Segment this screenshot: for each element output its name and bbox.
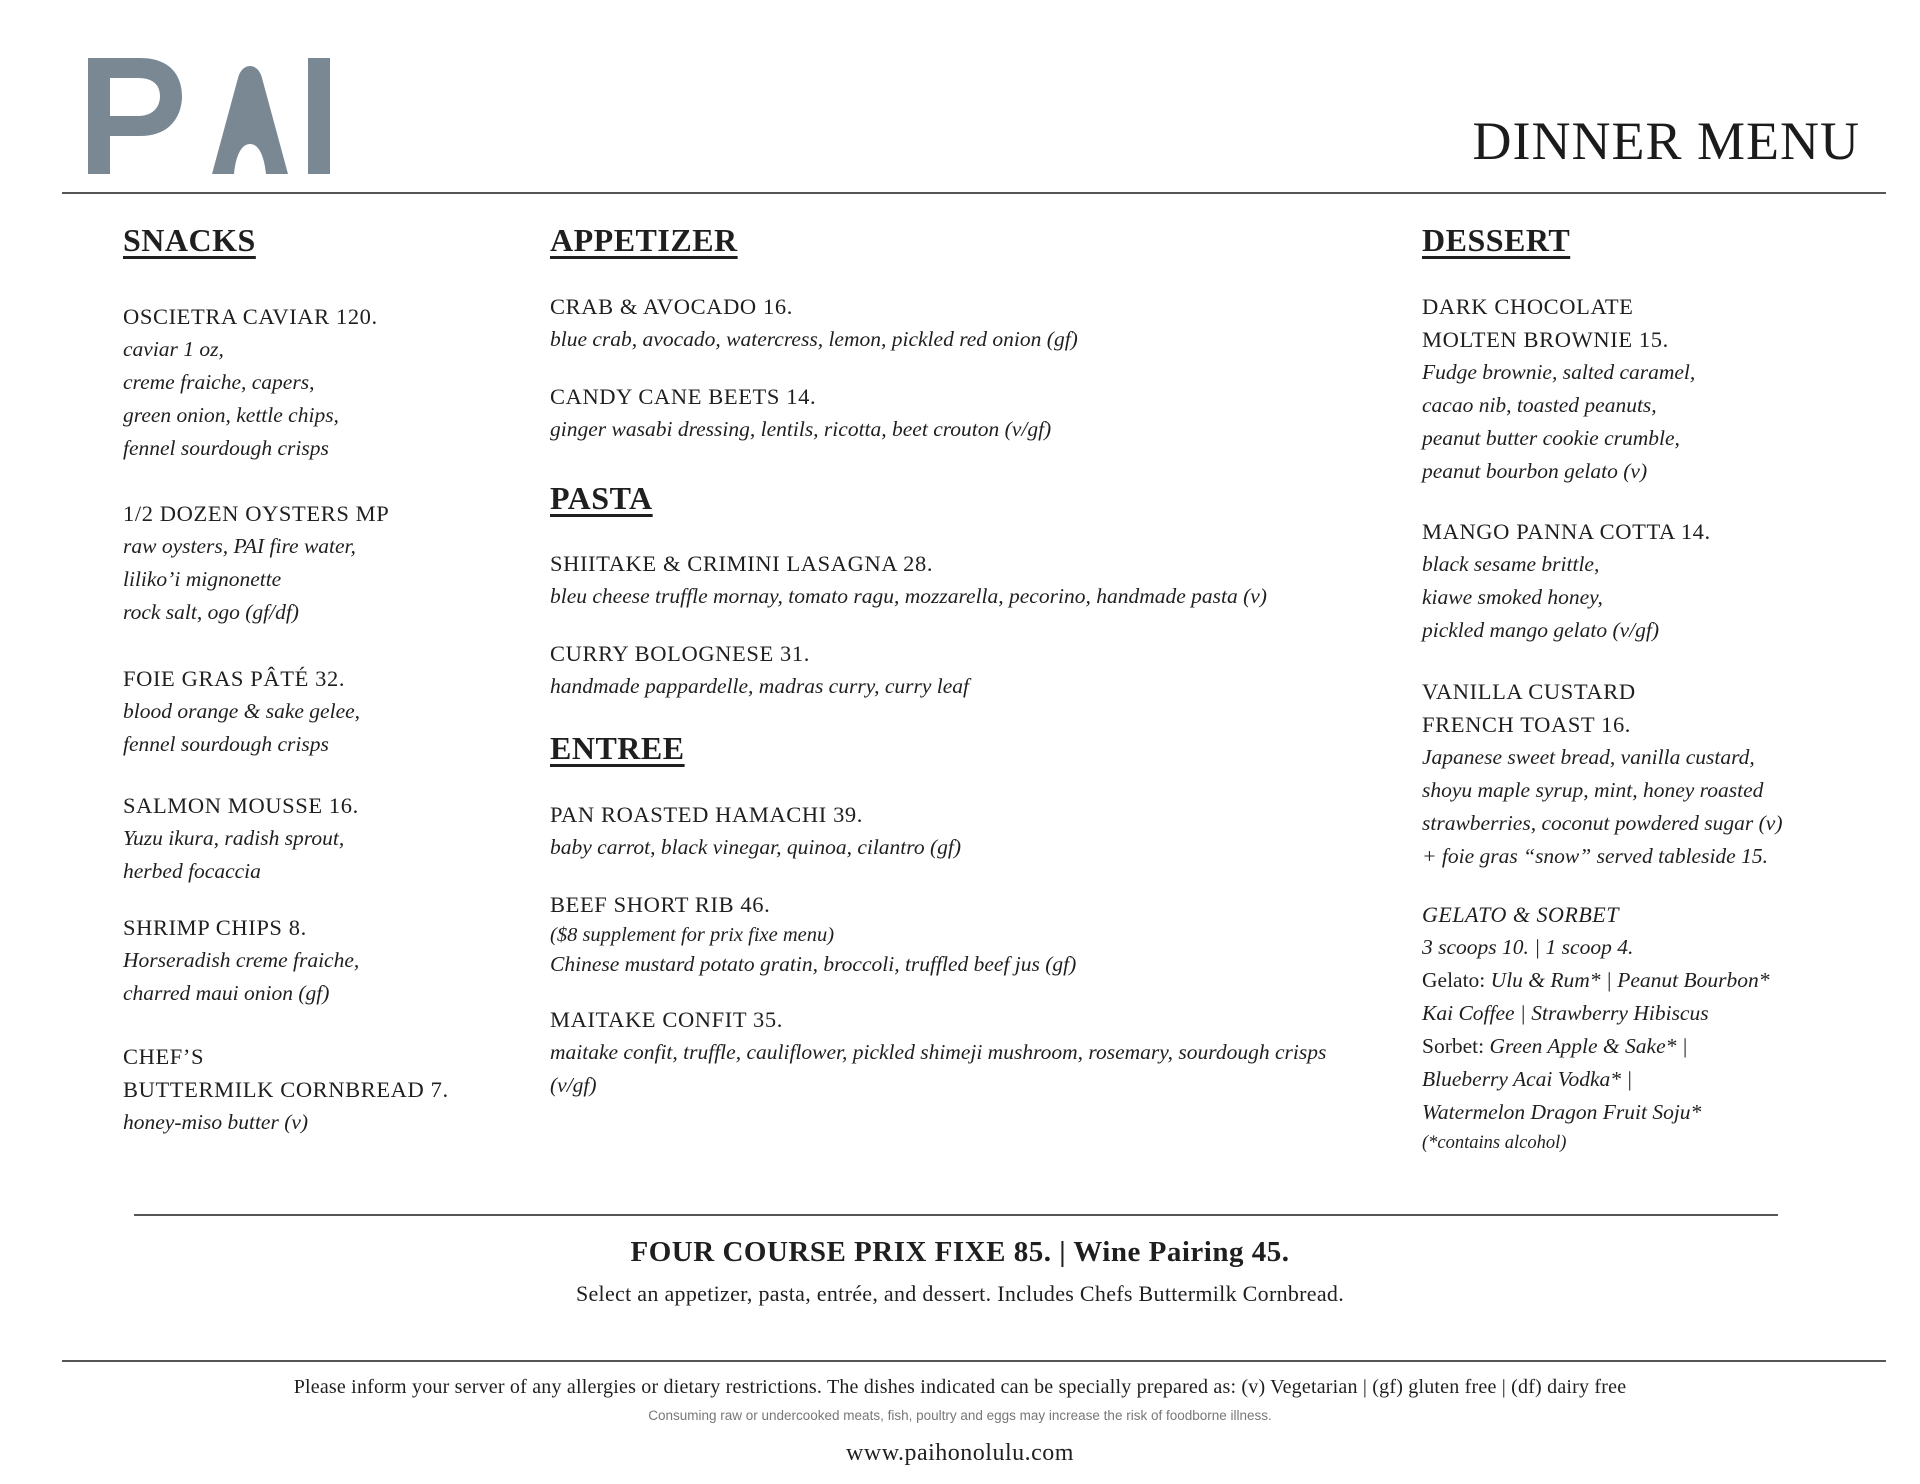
website-link[interactable]: www.paihonolulu.com [846, 1440, 1074, 1466]
item-note: ($8 supplement for prix fixe menu) [550, 924, 835, 946]
desc-line: kiawe smoked honey, [1422, 585, 1603, 609]
alcohol-note: (*contains alcohol) [1422, 1133, 1567, 1153]
sorbet-flavors [1422, 1030, 1862, 1063]
desc-line: herbed focaccia [123, 859, 261, 883]
item-description [123, 1106, 523, 1139]
desc-line: Horseradish creme fraiche, [123, 948, 360, 972]
item-name: BEEF SHORT RIB 46. [550, 892, 771, 917]
menu-item [123, 1040, 523, 1139]
desc-line: fennel sourdough crisps [123, 436, 329, 460]
item-name: SHIITAKE & CRIMINI LASAGNA 28. [550, 551, 934, 576]
dessert-heading: DESSERT [1422, 222, 1571, 258]
item-description [1422, 356, 1862, 488]
prix-fixe-subline: Select an appetizer, pasta, entrée, and dessert. Includes Chefs Buttermilk Cornbread. [575, 1281, 1345, 1306]
menu-item [123, 300, 523, 465]
item-description: ginger wasabi dressing, lentils, ricotta, beet crouton (v/gf) [550, 417, 1052, 441]
item-description: handmade pappardelle, madras curry, curry leaf [550, 674, 969, 698]
item-description [1422, 741, 1862, 873]
pai-logo [88, 58, 338, 174]
desc-line: (v/gf) [550, 1073, 597, 1097]
menu-item [550, 637, 1370, 703]
entree-heading: ENTREE [550, 730, 685, 766]
desc-line: raw oysters, PAI fire water, [123, 534, 356, 558]
menu-item [123, 662, 523, 761]
desc-line: shoyu maple syrup, mint, honey roasted [1422, 778, 1764, 802]
item-name: BUTTERMILK CORNBREAD 7. [123, 1077, 449, 1102]
gelato-flavors [1422, 964, 1862, 997]
item-name: PAN ROASTED HAMACHI 39. [550, 802, 864, 827]
item-description [123, 530, 523, 629]
prix-fixe-headline: FOUR COURSE PRIX FIXE 85. | Wine Pairing 45. [630, 1236, 1290, 1268]
logo-letter-p [88, 58, 182, 174]
desc-line: cacao nib, toasted peanuts, [1422, 393, 1657, 417]
item-description: Chinese mustard potato gratin, broccoli, truffled beef jus (gf) [550, 952, 1077, 976]
sorbet-flavor-line: Watermelon Dragon Fruit Soju* [1422, 1100, 1702, 1124]
snacks-heading: SNACKS [123, 222, 256, 258]
logo-letter-i [308, 58, 330, 174]
gelato-title: GELATO & SORBET [1422, 902, 1619, 927]
menu-item [550, 798, 1370, 864]
menu-item [123, 497, 523, 629]
page-title: DINNER MENU [1472, 111, 1860, 171]
pasta-heading: PASTA [550, 480, 653, 516]
menu-item [550, 888, 1370, 979]
sorbet-flavor-line: Blueberry Acai Vodka* | [1422, 1067, 1633, 1091]
item-name: MAITAKE CONFIT 35. [550, 1007, 783, 1032]
sorbet-flavors [1422, 1063, 1862, 1096]
item-name: CRAB & AVOCADO 16. [550, 294, 793, 319]
desc-line: maitake confit, truffle, cauliflower, pickled shimeji mushroom, rosemary, sourdough crisps [550, 1040, 1327, 1064]
desc-line: pickled mango gelato (v/gf) [1422, 618, 1660, 642]
menu-item [550, 290, 1370, 356]
gelato-sorbet-block [1422, 898, 1862, 1157]
item-description: baby carrot, black vinegar, quinoa, cilantro (gf) [550, 835, 962, 859]
item-description [1422, 548, 1862, 647]
appetizer-heading: APPETIZER [550, 222, 738, 258]
desc-line: liliko’i mignonette [123, 567, 282, 591]
sorbet-flavor-line: Green Apple & Sake* | [1489, 1034, 1688, 1058]
desc-line: charred maui onion (gf) [123, 981, 330, 1005]
item-name: DARK CHOCOLATE [1422, 294, 1634, 319]
item-name: CANDY CANE BEETS 14. [550, 384, 817, 409]
item-description [123, 822, 523, 888]
desc-line: peanut bourbon gelato (v) [1422, 459, 1648, 483]
gelato-flavor-line: Ulu & Rum* | Peanut Bourbon* [1490, 968, 1770, 992]
item-name: CURRY BOLOGNESE 31. [550, 641, 810, 666]
desc-line: strawberries, coconut powdered sugar (v) [1422, 811, 1783, 835]
desc-line: Japanese sweet bread, vanilla custard, [1422, 745, 1755, 769]
item-name: MANGO PANNA COTTA 14. [1422, 519, 1711, 544]
item-name: SHRIMP CHIPS 8. [123, 915, 307, 940]
desc-line: black sesame brittle, [1422, 552, 1600, 576]
logo-letter-a [212, 66, 288, 174]
item-description [123, 333, 523, 465]
prix-fixe-divider [134, 1214, 1778, 1216]
menu-item [1422, 290, 1862, 488]
item-name: VANILLA CUSTARD [1422, 679, 1636, 704]
desc-line: honey-miso butter (v) [123, 1110, 309, 1134]
sorbet-label: Sorbet: [1422, 1034, 1490, 1058]
item-name: FOIE GRAS PÂTÉ 32. [123, 666, 346, 691]
menu-item [1422, 675, 1862, 873]
item-description [123, 695, 523, 761]
desc-line: fennel sourdough crisps [123, 732, 329, 756]
desc-line: green onion, kettle chips, [123, 403, 339, 427]
item-description [123, 944, 523, 1010]
menu-item [550, 547, 1370, 613]
desc-line: peanut butter cookie crumble, [1422, 426, 1680, 450]
item-name: CHEF’S [123, 1044, 205, 1069]
item-description [550, 1036, 1370, 1102]
desc-line: Fudge brownie, salted caramel, [1422, 360, 1696, 384]
allergy-notice: Please inform your server of any allergies or dietary restrictions. The dishes indicated can be specially prepared as: (v) Vegetarian | (gf) gluten free | (df) dairy free [293, 1376, 1627, 1398]
item-name: 1/2 DOZEN OYSTERS MP [123, 501, 390, 526]
menu-item [123, 789, 523, 888]
food-safety-warning: Consuming raw or undercooked meats, fish, poultry and eggs may increase the risk of foodborne illness. [648, 1408, 1272, 1423]
gelato-flavors [1422, 997, 1862, 1030]
item-name: OSCIETRA CAVIAR 120. [123, 304, 378, 329]
desc-line: caviar 1 oz, [123, 337, 224, 361]
footer-divider [62, 1360, 1886, 1362]
item-name: SALMON MOUSSE 16. [123, 793, 359, 818]
header-divider [62, 192, 1886, 194]
item-description: bleu cheese truffle mornay, tomato ragu, mozzarella, pecorino, handmade pasta (v) [550, 584, 1267, 608]
gelato-flavor-line: Kai Coffee | Strawberry Hibiscus [1422, 1001, 1709, 1025]
menu-item [123, 911, 523, 1010]
menu-item [550, 1003, 1370, 1102]
desc-line: creme fraiche, capers, [123, 370, 315, 394]
sorbet-flavors [1422, 1096, 1862, 1129]
menu-item [1422, 515, 1862, 647]
menu-item [550, 380, 1370, 446]
gelato-pricing: 3 scoops 10. | 1 scoop 4. [1422, 935, 1634, 959]
gelato-label: Gelato: [1422, 968, 1491, 992]
desc-line: blood orange & sake gelee, [123, 699, 361, 723]
item-name: FRENCH TOAST 16. [1422, 712, 1632, 737]
desc-line: Yuzu ikura, radish sprout, [123, 826, 345, 850]
item-description: blue crab, avocado, watercress, lemon, pickled red onion (gf) [550, 327, 1078, 351]
item-name: MOLTEN BROWNIE 15. [1422, 327, 1669, 352]
desc-line: + foie gras “snow” served tableside 15. [1422, 844, 1768, 868]
desc-line: rock salt, ogo (gf/df) [123, 600, 299, 624]
